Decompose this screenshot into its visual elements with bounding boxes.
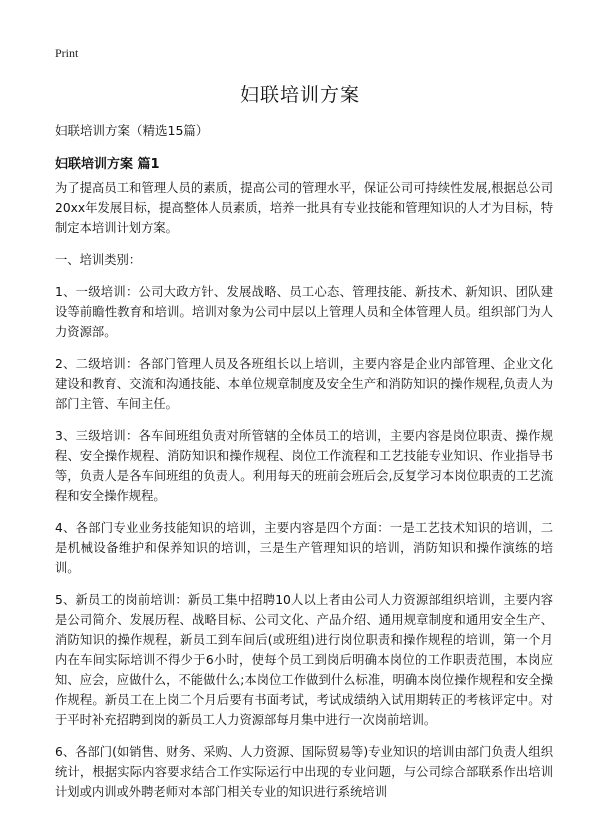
paragraph-level-3-training: 3、三级培训：各车间班组负责对所管辖的全体员工的培训，主要内容是岗位职责、操作规程、安全操作规程、消防知识和操作规程、岗位工作流程和工艺技能专业知识、作业指导书等，负责人是各车间班组的负责人。利用每天的班前会班后会,反复学习本岗位职责的工艺流程和安全操作规程。 [55, 429, 553, 503]
paragraph-department-professional-training: 6、各部门(如销售、财务、采购、人力资源、国际贸易等)专业知识的培训由部门负责人组织统计，根据实际内容要求结合工作实际运行中出现的专业问题，与公司综合部联系作出培训计划或内训或外聘老师对本部门相关专业的知识进行系统培训 [55, 745, 553, 799]
print-link[interactable]: Print [55, 46, 79, 60]
document-title: 妇联培训方案 [239, 84, 360, 106]
paragraph-department-skills-training: 4、各部门专业业务技能知识的培训，主要内容是四个方面：一是工艺技术知识的培训，二是机械设备维护和保养知识的培训，三是生产管理知识的培训，消防知识和操作演练的培训。 [55, 521, 553, 575]
paragraph-level-2-training: 2、二级培训：各部门管理人员及各班组长以上培训，主要内容是企业内部管理、企业文化建设和教育、交流和沟通技能、本单位规章制度及安全生产和消防知识的操作规程,负责人为部门主管、车间主任。 [55, 357, 553, 411]
document-body [55, 178, 553, 802]
section-heading: 妇联培训方案 篇1 [55, 157, 160, 172]
paragraph-training-categories-heading: 一、培训类别： [55, 253, 142, 267]
paragraph-new-employee-training: 5、新员工的岗前培训：新员工集中招聘10人以上者由公司人力资源部组织培训，主要内容是公司简介、发展历程、战略目标、公司文化、产品介绍、通用规章制度和通用安全生产、消防知识的操作规程，新员工到车间后(或班组)进行岗位职责和操作规程的培训，第一个月内在车间实际培训不得少于6小时，使每个员工到岗后明确本岗位的工作职责范围，本岗应知、应会，应做什么，不能做什么;本岗位工作做到什么标准，明确本岗位操作规程和安全操作规程。新员工在上岗二个月后要有书面考试，考试成绩纳入试用期转正的考核评定中。对于平时补充招聘到岗的新员工人力资源部每月集中进行一次岗前培训。 [55, 593, 553, 727]
paragraph-intro: 为了提高员工和管理人员的素质，提高公司的管理水平，保证公司可持续性发展,根据总公司20xx年发展目标，提高整体人员素质，培养一批具有专业技能和管理知识的人才为目标，特制定本培训计划方案。 [55, 181, 553, 235]
document-subtitle: 妇联培训方案（精选15篇） [55, 123, 209, 138]
paragraph-level-1-training: 1、一级培训：公司大政方针、发展战略、员工心态、管理技能、新技术、新知识、团队建设等前瞻性教育和培训。培训对象为公司中层以上管理人员和全体管理人员。组织部门为人力资源部。 [55, 285, 553, 339]
